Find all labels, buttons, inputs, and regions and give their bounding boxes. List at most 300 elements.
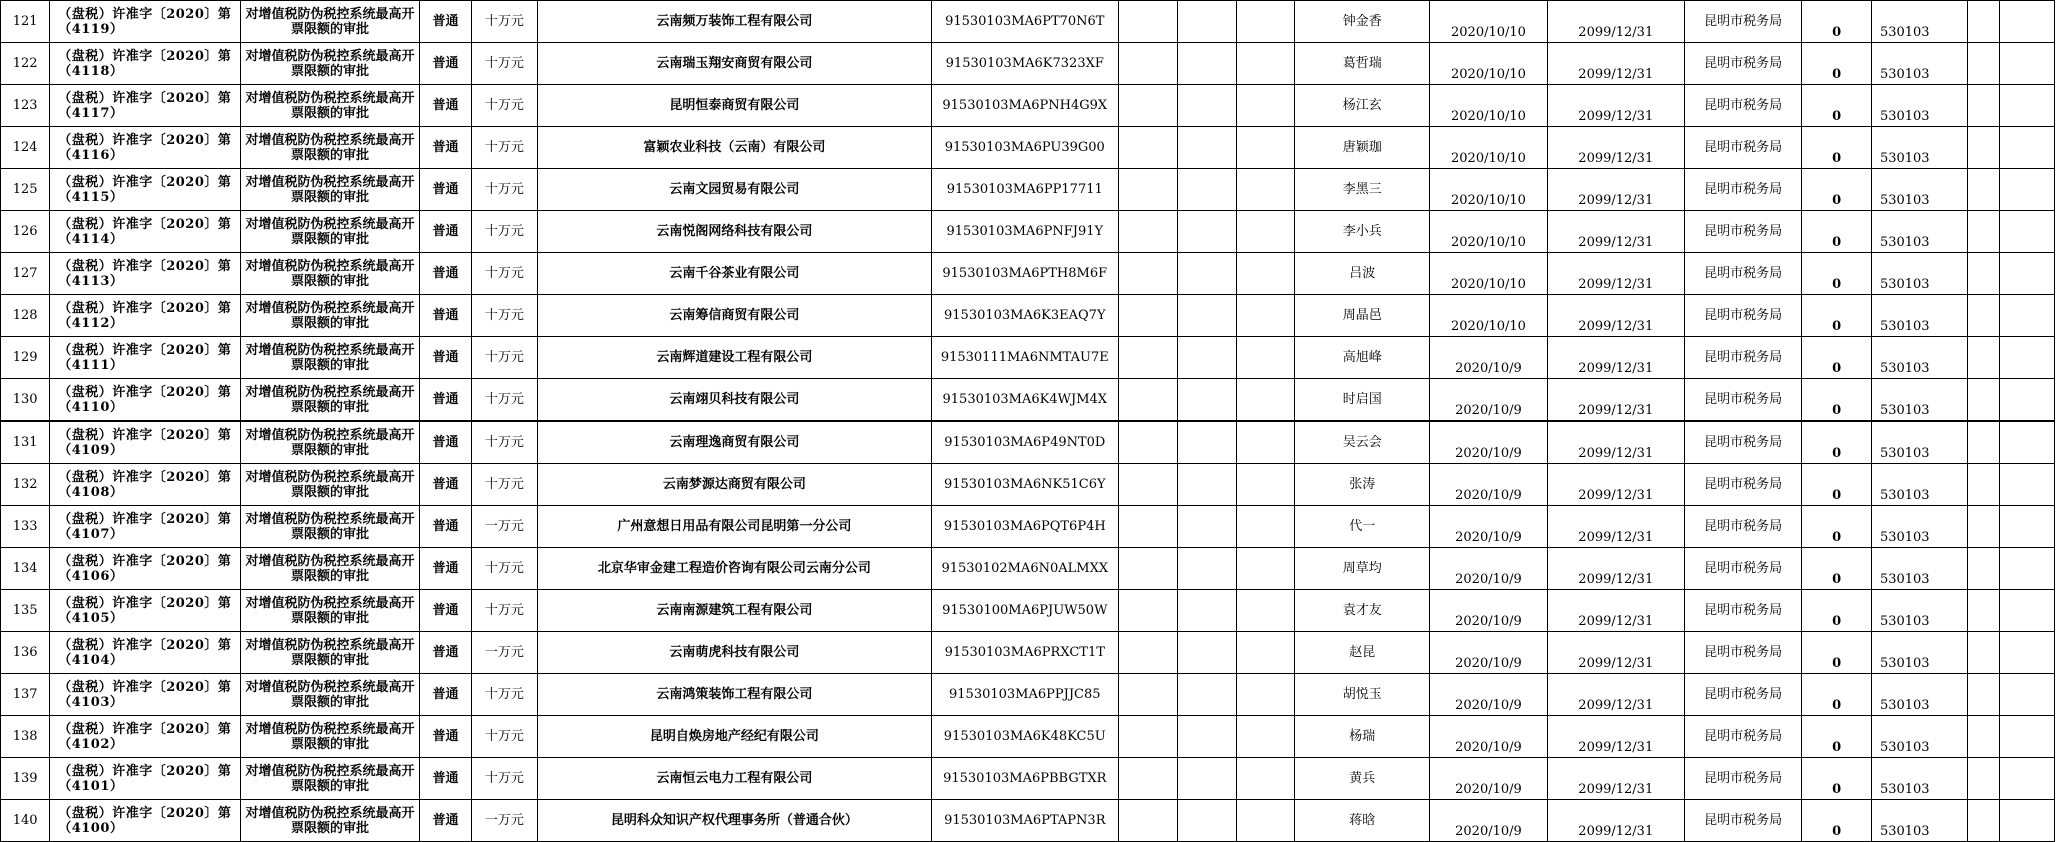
legal-person-cell: 周晶邑 bbox=[1295, 295, 1430, 337]
authority-cell: 昆明市税务局 bbox=[1684, 674, 1802, 716]
invoice-limit-cell: 十万元 bbox=[471, 716, 537, 758]
empty-cell-c bbox=[1236, 379, 1295, 422]
row-number-cell: 135 bbox=[1, 590, 50, 632]
company-name-cell: 云南悦阁网络科技有限公司 bbox=[538, 211, 932, 253]
authority-cell: 昆明市税务局 bbox=[1684, 632, 1802, 674]
empty-cell-a bbox=[1118, 43, 1177, 85]
authority-cell: 昆明市税务局 bbox=[1684, 253, 1802, 295]
empty-cell-b bbox=[1177, 253, 1236, 295]
company-name-cell: 云南频万装饰工程有限公司 bbox=[538, 1, 932, 43]
empty-cell-c bbox=[1236, 295, 1295, 337]
invoice-limit-cell: 十万元 bbox=[471, 85, 537, 127]
legal-person-cell: 吴云会 bbox=[1295, 421, 1430, 464]
authority-cell: 昆明市税务局 bbox=[1684, 85, 1802, 127]
empty-cell-b bbox=[1177, 337, 1236, 379]
invoice-limit-cell: 一万元 bbox=[471, 506, 537, 548]
empty-cell-c bbox=[1236, 1, 1295, 43]
start-date-cell: 2020/10/9 bbox=[1430, 716, 1548, 758]
row-number-cell: 137 bbox=[1, 674, 50, 716]
start-date-cell: 2020/10/10 bbox=[1430, 169, 1548, 211]
credit-code-cell: 91530100MA6PJUW50W bbox=[931, 590, 1118, 632]
table-row bbox=[1, 758, 2055, 800]
region-code-cell: 530103 bbox=[1871, 674, 1967, 716]
empty-cell-d bbox=[1968, 758, 2000, 800]
row-number-cell: 129 bbox=[1, 337, 50, 379]
end-date-cell: 2099/12/31 bbox=[1547, 169, 1684, 211]
end-date-cell: 2099/12/31 bbox=[1547, 43, 1684, 85]
table-row bbox=[1, 253, 2055, 295]
legal-person-cell: 杨瑞 bbox=[1295, 716, 1430, 758]
empty-cell-e bbox=[2000, 127, 2055, 169]
invoice-limit-cell: 十万元 bbox=[471, 253, 537, 295]
company-name-cell: 昆明恒泰商贸有限公司 bbox=[538, 85, 932, 127]
region-code-cell: 530103 bbox=[1871, 590, 1967, 632]
empty-cell-a bbox=[1118, 253, 1177, 295]
permit-type-cell: 普通 bbox=[420, 716, 471, 758]
legal-person-cell: 钟金香 bbox=[1295, 1, 1430, 43]
row-number-cell: 131 bbox=[1, 421, 50, 464]
empty-cell-c bbox=[1236, 337, 1295, 379]
authority-cell: 昆明市税务局 bbox=[1684, 590, 1802, 632]
empty-cell-c bbox=[1236, 211, 1295, 253]
empty-cell-c bbox=[1236, 85, 1295, 127]
row-number-cell: 122 bbox=[1, 43, 50, 85]
status-cell: 0 bbox=[1802, 758, 1872, 800]
invoice-limit-cell: 十万元 bbox=[471, 548, 537, 590]
legal-person-cell: 高旭峰 bbox=[1295, 337, 1430, 379]
empty-cell-b bbox=[1177, 800, 1236, 842]
empty-cell-a bbox=[1118, 127, 1177, 169]
empty-cell-e bbox=[2000, 253, 2055, 295]
invoice-limit-cell: 十万元 bbox=[471, 295, 537, 337]
approval-item-cell: 对增值税防伪税控系统最高开票限额的审批 bbox=[240, 379, 420, 422]
row-number-cell: 134 bbox=[1, 548, 50, 590]
document-number-cell: （盘税）许准字〔2020〕第（4115） bbox=[50, 169, 240, 211]
end-date-cell: 2099/12/31 bbox=[1547, 590, 1684, 632]
empty-cell-d bbox=[1968, 421, 2000, 464]
start-date-cell: 2020/10/9 bbox=[1430, 464, 1548, 506]
empty-cell-c bbox=[1236, 800, 1295, 842]
empty-cell-e bbox=[2000, 758, 2055, 800]
end-date-cell: 2099/12/31 bbox=[1547, 758, 1684, 800]
empty-cell-c bbox=[1236, 169, 1295, 211]
company-name-cell: 云南萌虎科技有限公司 bbox=[538, 632, 932, 674]
credit-code-cell: 91530103MA6PT70N6T bbox=[931, 1, 1118, 43]
document-number-cell: （盘税）许准字〔2020〕第（4112） bbox=[50, 295, 240, 337]
empty-cell-e bbox=[2000, 379, 2055, 422]
legal-person-cell: 周草均 bbox=[1295, 548, 1430, 590]
row-number-cell: 125 bbox=[1, 169, 50, 211]
empty-cell-b bbox=[1177, 127, 1236, 169]
document-number-cell: （盘税）许准字〔2020〕第（4101） bbox=[50, 758, 240, 800]
document-number-cell: （盘税）许准字〔2020〕第（4100） bbox=[50, 800, 240, 842]
end-date-cell: 2099/12/31 bbox=[1547, 800, 1684, 842]
authority-cell: 昆明市税务局 bbox=[1684, 758, 1802, 800]
empty-cell-a bbox=[1118, 1, 1177, 43]
approval-item-cell: 对增值税防伪税控系统最高开票限额的审批 bbox=[240, 464, 420, 506]
empty-cell-a bbox=[1118, 758, 1177, 800]
credit-code-cell: 91530103MA6PU39G00 bbox=[931, 127, 1118, 169]
credit-code-cell: 91530103MA6PPJJC85 bbox=[931, 674, 1118, 716]
region-code-cell: 530103 bbox=[1871, 127, 1967, 169]
credit-code-cell: 91530103MA6PQT6P4H bbox=[931, 506, 1118, 548]
company-name-cell: 昆明科众知识产权代理事务所（普通合伙） bbox=[538, 800, 932, 842]
permit-type-cell: 普通 bbox=[420, 548, 471, 590]
approval-item-cell: 对增值税防伪税控系统最高开票限额的审批 bbox=[240, 85, 420, 127]
invoice-limit-cell: 一万元 bbox=[471, 800, 537, 842]
end-date-cell: 2099/12/31 bbox=[1547, 253, 1684, 295]
start-date-cell: 2020/10/9 bbox=[1430, 590, 1548, 632]
permit-type-cell: 普通 bbox=[420, 506, 471, 548]
authority-cell: 昆明市税务局 bbox=[1684, 464, 1802, 506]
permit-type-cell: 普通 bbox=[420, 758, 471, 800]
authority-cell: 昆明市税务局 bbox=[1684, 127, 1802, 169]
empty-cell-d bbox=[1968, 506, 2000, 548]
table-row bbox=[1, 337, 2055, 379]
end-date-cell: 2099/12/31 bbox=[1547, 1, 1684, 43]
status-cell: 0 bbox=[1802, 127, 1872, 169]
credit-code-cell: 91530103MA6PP17711 bbox=[931, 169, 1118, 211]
empty-cell-b bbox=[1177, 632, 1236, 674]
empty-cell-b bbox=[1177, 295, 1236, 337]
empty-cell-c bbox=[1236, 253, 1295, 295]
permit-type-cell: 普通 bbox=[420, 464, 471, 506]
document-number-cell: （盘税）许准字〔2020〕第（4108） bbox=[50, 464, 240, 506]
region-code-cell: 530103 bbox=[1871, 758, 1967, 800]
table-row bbox=[1, 800, 2055, 842]
row-number-cell: 133 bbox=[1, 506, 50, 548]
status-cell: 0 bbox=[1802, 1, 1872, 43]
empty-cell-b bbox=[1177, 674, 1236, 716]
empty-cell-a bbox=[1118, 674, 1177, 716]
start-date-cell: 2020/10/9 bbox=[1430, 548, 1548, 590]
row-number-cell: 132 bbox=[1, 464, 50, 506]
company-name-cell: 北京华审金建工程造价咨询有限公司云南分公司 bbox=[538, 548, 932, 590]
status-cell: 0 bbox=[1802, 632, 1872, 674]
empty-cell-e bbox=[2000, 590, 2055, 632]
empty-cell-b bbox=[1177, 590, 1236, 632]
start-date-cell: 2020/10/10 bbox=[1430, 127, 1548, 169]
empty-cell-e bbox=[2000, 800, 2055, 842]
permit-type-cell: 普通 bbox=[420, 632, 471, 674]
table-row bbox=[1, 1, 2055, 43]
status-cell: 0 bbox=[1802, 379, 1872, 422]
authority-cell: 昆明市税务局 bbox=[1684, 169, 1802, 211]
company-name-cell: 云南千谷茶业有限公司 bbox=[538, 253, 932, 295]
credit-code-cell: 91530103MA6PRXCT1T bbox=[931, 632, 1118, 674]
invoice-limit-cell: 十万元 bbox=[471, 464, 537, 506]
permit-type-cell: 普通 bbox=[420, 295, 471, 337]
legal-person-cell: 李小兵 bbox=[1295, 211, 1430, 253]
empty-cell-b bbox=[1177, 169, 1236, 211]
legal-person-cell: 葛哲瑞 bbox=[1295, 43, 1430, 85]
company-name-cell: 广州意想日用品有限公司昆明第一分公司 bbox=[538, 506, 932, 548]
table-row bbox=[1, 379, 2055, 422]
approval-item-cell: 对增值税防伪税控系统最高开票限额的审批 bbox=[240, 211, 420, 253]
empty-cell-c bbox=[1236, 590, 1295, 632]
invoice-limit-cell: 十万元 bbox=[471, 758, 537, 800]
table-row bbox=[1, 43, 2055, 85]
table-row bbox=[1, 169, 2055, 211]
end-date-cell: 2099/12/31 bbox=[1547, 379, 1684, 422]
authority-cell: 昆明市税务局 bbox=[1684, 716, 1802, 758]
permit-type-cell: 普通 bbox=[420, 127, 471, 169]
authority-cell: 昆明市税务局 bbox=[1684, 337, 1802, 379]
authority-cell: 昆明市税务局 bbox=[1684, 421, 1802, 464]
empty-cell-e bbox=[2000, 211, 2055, 253]
approval-item-cell: 对增值税防伪税控系统最高开票限额的审批 bbox=[240, 800, 420, 842]
credit-code-cell: 91530103MA6PTH8M6F bbox=[931, 253, 1118, 295]
empty-cell-e bbox=[2000, 169, 2055, 211]
empty-cell-c bbox=[1236, 464, 1295, 506]
status-cell: 0 bbox=[1802, 464, 1872, 506]
document-number-cell: （盘税）许准字〔2020〕第（4104） bbox=[50, 632, 240, 674]
end-date-cell: 2099/12/31 bbox=[1547, 464, 1684, 506]
status-cell: 0 bbox=[1802, 674, 1872, 716]
region-code-cell: 530103 bbox=[1871, 464, 1967, 506]
permit-type-cell: 普通 bbox=[420, 379, 471, 422]
invoice-limit-cell: 十万元 bbox=[471, 674, 537, 716]
empty-cell-a bbox=[1118, 716, 1177, 758]
table-row bbox=[1, 506, 2055, 548]
empty-cell-a bbox=[1118, 85, 1177, 127]
company-name-cell: 云南辉道建设工程有限公司 bbox=[538, 337, 932, 379]
permit-type-cell: 普通 bbox=[420, 590, 471, 632]
status-cell: 0 bbox=[1802, 421, 1872, 464]
empty-cell-b bbox=[1177, 43, 1236, 85]
empty-cell-a bbox=[1118, 632, 1177, 674]
region-code-cell: 530103 bbox=[1871, 337, 1967, 379]
authority-cell: 昆明市税务局 bbox=[1684, 379, 1802, 422]
empty-cell-e bbox=[2000, 337, 2055, 379]
document-number-cell: （盘税）许准字〔2020〕第（4110） bbox=[50, 379, 240, 422]
status-cell: 0 bbox=[1802, 506, 1872, 548]
legal-person-cell: 李黑三 bbox=[1295, 169, 1430, 211]
company-name-cell: 云南瑞玉翔安商贸有限公司 bbox=[538, 43, 932, 85]
empty-cell-d bbox=[1968, 169, 2000, 211]
empty-cell-c bbox=[1236, 43, 1295, 85]
table-body bbox=[1, 1, 2055, 842]
end-date-cell: 2099/12/31 bbox=[1547, 506, 1684, 548]
row-number-cell: 130 bbox=[1, 379, 50, 422]
invoice-limit-cell: 十万元 bbox=[471, 1, 537, 43]
authority-cell: 昆明市税务局 bbox=[1684, 548, 1802, 590]
region-code-cell: 530103 bbox=[1871, 43, 1967, 85]
approval-item-cell: 对增值税防伪税控系统最高开票限额的审批 bbox=[240, 421, 420, 464]
region-code-cell: 530103 bbox=[1871, 548, 1967, 590]
table-row bbox=[1, 716, 2055, 758]
empty-cell-c bbox=[1236, 632, 1295, 674]
status-cell: 0 bbox=[1802, 716, 1872, 758]
empty-cell-a bbox=[1118, 590, 1177, 632]
empty-cell-e bbox=[2000, 1, 2055, 43]
table-row bbox=[1, 548, 2055, 590]
empty-cell-d bbox=[1968, 1, 2000, 43]
empty-cell-d bbox=[1968, 127, 2000, 169]
end-date-cell: 2099/12/31 bbox=[1547, 632, 1684, 674]
empty-cell-d bbox=[1968, 295, 2000, 337]
invoice-limit-cell: 十万元 bbox=[471, 590, 537, 632]
permit-type-cell: 普通 bbox=[420, 211, 471, 253]
table-row bbox=[1, 127, 2055, 169]
empty-cell-c bbox=[1236, 421, 1295, 464]
empty-cell-e bbox=[2000, 295, 2055, 337]
document-number-cell: （盘税）许准字〔2020〕第（4117） bbox=[50, 85, 240, 127]
status-cell: 0 bbox=[1802, 43, 1872, 85]
start-date-cell: 2020/10/9 bbox=[1430, 506, 1548, 548]
legal-person-cell: 张涛 bbox=[1295, 464, 1430, 506]
invoice-limit-cell: 十万元 bbox=[471, 211, 537, 253]
empty-cell-a bbox=[1118, 421, 1177, 464]
empty-cell-c bbox=[1236, 716, 1295, 758]
credit-code-cell: 91530103MA6K7323XF bbox=[931, 43, 1118, 85]
row-number-cell: 140 bbox=[1, 800, 50, 842]
start-date-cell: 2020/10/10 bbox=[1430, 85, 1548, 127]
empty-cell-a bbox=[1118, 506, 1177, 548]
legal-person-cell: 黄兵 bbox=[1295, 758, 1430, 800]
invoice-limit-cell: 十万元 bbox=[471, 337, 537, 379]
approval-item-cell: 对增值税防伪税控系统最高开票限额的审批 bbox=[240, 1, 420, 43]
empty-cell-d bbox=[1968, 464, 2000, 506]
permit-type-cell: 普通 bbox=[420, 674, 471, 716]
approval-item-cell: 对增值税防伪税控系统最高开票限额的审批 bbox=[240, 506, 420, 548]
start-date-cell: 2020/10/10 bbox=[1430, 295, 1548, 337]
approval-item-cell: 对增值税防伪税控系统最高开票限额的审批 bbox=[240, 716, 420, 758]
empty-cell-c bbox=[1236, 758, 1295, 800]
empty-cell-a bbox=[1118, 800, 1177, 842]
row-number-cell: 128 bbox=[1, 295, 50, 337]
empty-cell-b bbox=[1177, 211, 1236, 253]
permit-type-cell: 普通 bbox=[420, 1, 471, 43]
end-date-cell: 2099/12/31 bbox=[1547, 548, 1684, 590]
status-cell: 0 bbox=[1802, 85, 1872, 127]
invoice-limit-cell: 十万元 bbox=[471, 127, 537, 169]
document-number-cell: （盘税）许准字〔2020〕第（4106） bbox=[50, 548, 240, 590]
credit-code-cell: 91530111MA6NMTAU7E bbox=[931, 337, 1118, 379]
end-date-cell: 2099/12/31 bbox=[1547, 295, 1684, 337]
start-date-cell: 2020/10/9 bbox=[1430, 758, 1548, 800]
invoice-limit-cell: 十万元 bbox=[471, 169, 537, 211]
start-date-cell: 2020/10/9 bbox=[1430, 632, 1548, 674]
start-date-cell: 2020/10/10 bbox=[1430, 1, 1548, 43]
empty-cell-d bbox=[1968, 85, 2000, 127]
empty-cell-e bbox=[2000, 632, 2055, 674]
empty-cell-a bbox=[1118, 295, 1177, 337]
approval-item-cell: 对增值税防伪税控系统最高开票限额的审批 bbox=[240, 758, 420, 800]
credit-code-cell: 91530103MA6NK51C6Y bbox=[931, 464, 1118, 506]
region-code-cell: 530103 bbox=[1871, 1, 1967, 43]
company-name-cell: 云南鸿策装饰工程有限公司 bbox=[538, 674, 932, 716]
company-name-cell: 云南文园贸易有限公司 bbox=[538, 169, 932, 211]
row-number-cell: 127 bbox=[1, 253, 50, 295]
empty-cell-b bbox=[1177, 85, 1236, 127]
document-number-cell: （盘税）许准字〔2020〕第（4105） bbox=[50, 590, 240, 632]
permit-type-cell: 普通 bbox=[420, 253, 471, 295]
empty-cell-c bbox=[1236, 674, 1295, 716]
table-row bbox=[1, 295, 2055, 337]
credit-code-cell: 91530103MA6PNH4G9X bbox=[931, 85, 1118, 127]
empty-cell-b bbox=[1177, 758, 1236, 800]
row-number-cell: 123 bbox=[1, 85, 50, 127]
row-number-cell: 124 bbox=[1, 127, 50, 169]
end-date-cell: 2099/12/31 bbox=[1547, 337, 1684, 379]
empty-cell-c bbox=[1236, 506, 1295, 548]
region-code-cell: 530103 bbox=[1871, 169, 1967, 211]
end-date-cell: 2099/12/31 bbox=[1547, 85, 1684, 127]
credit-code-cell: 91530103MA6PTAPN3R bbox=[931, 800, 1118, 842]
document-number-cell: （盘税）许准字〔2020〕第（4118） bbox=[50, 43, 240, 85]
empty-cell-e bbox=[2000, 716, 2055, 758]
document-number-cell: （盘税）许准字〔2020〕第（4109） bbox=[50, 421, 240, 464]
status-cell: 0 bbox=[1802, 211, 1872, 253]
empty-cell-e bbox=[2000, 421, 2055, 464]
empty-cell-d bbox=[1968, 674, 2000, 716]
invoice-limit-cell: 一万元 bbox=[471, 632, 537, 674]
table-row bbox=[1, 211, 2055, 253]
region-code-cell: 530103 bbox=[1871, 211, 1967, 253]
document-number-cell: （盘税）许准字〔2020〕第（4119） bbox=[50, 1, 240, 43]
document-number-cell: （盘税）许准字〔2020〕第（4103） bbox=[50, 674, 240, 716]
document-number-cell: （盘税）许准字〔2020〕第（4116） bbox=[50, 127, 240, 169]
approval-item-cell: 对增值税防伪税控系统最高开票限额的审批 bbox=[240, 43, 420, 85]
document-number-cell: （盘税）许准字〔2020〕第（4107） bbox=[50, 506, 240, 548]
empty-cell-a bbox=[1118, 379, 1177, 422]
approval-item-cell: 对增值税防伪税控系统最高开票限额的审批 bbox=[240, 127, 420, 169]
status-cell: 0 bbox=[1802, 169, 1872, 211]
empty-cell-b bbox=[1177, 464, 1236, 506]
permit-type-cell: 普通 bbox=[420, 43, 471, 85]
authority-cell: 昆明市税务局 bbox=[1684, 211, 1802, 253]
legal-person-cell: 吕波 bbox=[1295, 253, 1430, 295]
empty-cell-d bbox=[1968, 253, 2000, 295]
status-cell: 0 bbox=[1802, 253, 1872, 295]
empty-cell-d bbox=[1968, 43, 2000, 85]
start-date-cell: 2020/10/9 bbox=[1430, 337, 1548, 379]
start-date-cell: 2020/10/10 bbox=[1430, 211, 1548, 253]
region-code-cell: 530103 bbox=[1871, 295, 1967, 337]
start-date-cell: 2020/10/10 bbox=[1430, 43, 1548, 85]
credit-code-cell: 91530103MA6K3EAQ7Y bbox=[931, 295, 1118, 337]
company-name-cell: 富颖农业科技（云南）有限公司 bbox=[538, 127, 932, 169]
company-name-cell: 昆明自焕房地产经纪有限公司 bbox=[538, 716, 932, 758]
invoice-limit-cell: 十万元 bbox=[471, 421, 537, 464]
region-code-cell: 530103 bbox=[1871, 421, 1967, 464]
region-code-cell: 530103 bbox=[1871, 800, 1967, 842]
table-row bbox=[1, 464, 2055, 506]
credit-code-cell: 91530103MA6P49NT0D bbox=[931, 421, 1118, 464]
legal-person-cell: 时启国 bbox=[1295, 379, 1430, 422]
permit-type-cell: 普通 bbox=[420, 85, 471, 127]
empty-cell-b bbox=[1177, 421, 1236, 464]
table-row bbox=[1, 632, 2055, 674]
row-number-cell: 126 bbox=[1, 211, 50, 253]
empty-cell-a bbox=[1118, 169, 1177, 211]
empty-cell-c bbox=[1236, 127, 1295, 169]
empty-cell-e bbox=[2000, 85, 2055, 127]
authority-cell: 昆明市税务局 bbox=[1684, 295, 1802, 337]
legal-person-cell: 胡悦玉 bbox=[1295, 674, 1430, 716]
approval-item-cell: 对增值税防伪税控系统最高开票限额的审批 bbox=[240, 674, 420, 716]
empty-cell-d bbox=[1968, 800, 2000, 842]
approval-item-cell: 对增值税防伪税控系统最高开票限额的审批 bbox=[240, 295, 420, 337]
empty-cell-e bbox=[2000, 506, 2055, 548]
legal-person-cell: 唐颖珈 bbox=[1295, 127, 1430, 169]
region-code-cell: 530103 bbox=[1871, 379, 1967, 422]
end-date-cell: 2099/12/31 bbox=[1547, 127, 1684, 169]
company-name-cell: 云南恒云电力工程有限公司 bbox=[538, 758, 932, 800]
empty-cell-b bbox=[1177, 506, 1236, 548]
row-number-cell: 139 bbox=[1, 758, 50, 800]
